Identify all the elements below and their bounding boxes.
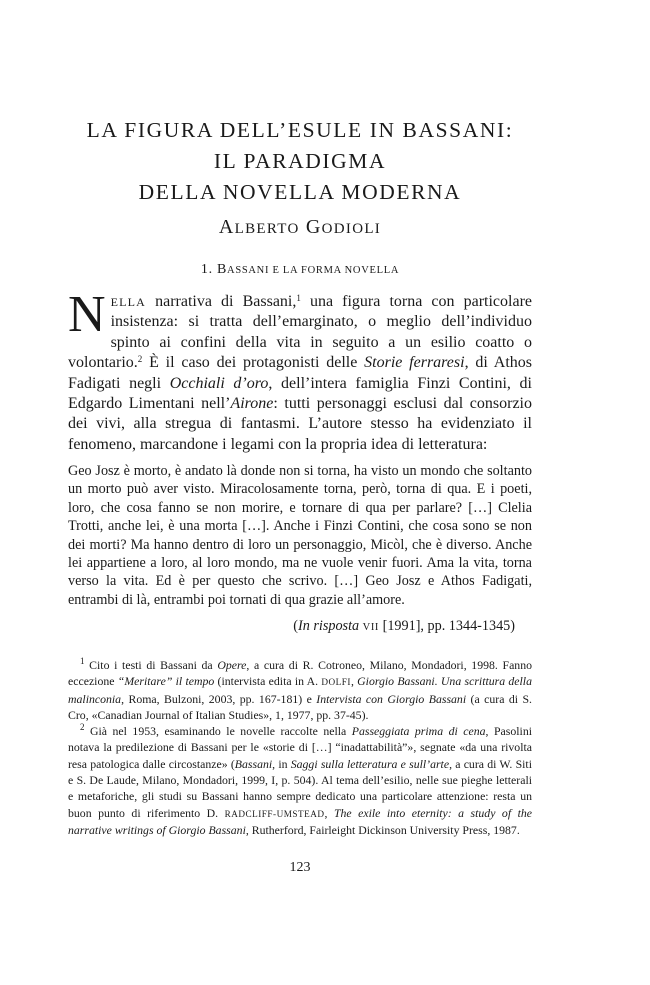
footnote-ref-1[interactable]: 1 [296, 293, 301, 303]
body-paragraph: NELLA narrativa di Bassani,$^1$ una figura torna con particolare insistenza: si tratta dell’emarginato, o meglio dell’individuo spinto ai confini della vita in seguito a un esilio coatto o volontario.$^2$ È il caso dei protagonisti delle Storie ferraresi, di Athos Fadigati negli Occhiali d’oro, dell’intera famiglia Finzi Contini, di Edgardo Limentani nell’Airone: tutti personaggi esclusi dal consorzio dei vivi, alla stregua di fantasmi. L’autore stesso ha evidenziato il fenomeno, marcandone i legami con la propria idea di letteratura: [68, 286, 533, 453]
title-line-1: LA FIGURA DELL’ESULE IN BASSANI: [86, 118, 514, 142]
page-number: 123 [289, 860, 311, 875]
footnotes [68, 657, 532, 838]
footnote-1: $^1$ Cito i testi di Bassani da Opere, a cura di R. Cotroneo, Milano, Mondadori, 1998. Fanno eccezione “Meritare” il tempo (intervista edita in A. DOLFI, Giorgio Bassani. Una scrittura della malinconia, Roma, Bulzoni, 2003, pp. 167-181) e Intervista con Giorgio Bassani (a cura di S. Cro, «Canadian Journal of Italian Studies», 1, 1977, pp. 37-45). [68, 656, 532, 722]
section-heading: 1. BASSANI E LA FORMA NOVELLA [200, 262, 400, 277]
drop-cap: N [68, 286, 106, 343]
author-name: ALBERTO GODIOLI [218, 216, 382, 238]
quote-citation: (In risposta VII [1991], pp. 1344-1345) [293, 618, 515, 634]
footnote-2: $^2$ Già nel 1953, esaminando le novelle raccolte nella Passeggiata prima di cena, Pasolini notava la predilezione di Bassani per le «storie di […] “inadattabilità”», segnate «da una rivolta resa patologica dalle circostanze» (Bassani, in Saggi sulla letteratura e sull’arte, a cura di W. Siti e S. De Laude, Milano, Mondadori, 1999, I, p. 504). Al tema dell’esilio, nelle sue pieghe letterali e metaforiche, gli studi su Bassani hanno sempre dedicato una particolare attenzione: resta un buon punto di riferimento D. RADCLIFF-UMSTEAD, The exile into eternity: a study of the narrative writings of Giorgio Bassani, Rutherford, Fairleight Dickinson University Press, 1987. [68, 722, 532, 837]
title-line-2: IL PARADIGMA [213, 149, 387, 173]
block-quote: Geo Josz è morto, è andato là donde non si torna, ha visto un mondo che soltanto un morto può aver visto. Miracolosamente torna, però, torna di qua. E i poeti, loro, che cosa fanno se non morire, e tornare di qua per parlare? […] Clelia Trotti, anche lei, è una morta […]. Anche i Finzi Contini, che cosa sono se non dei morti? Ma hanno dentro di loro un personaggio, Micòl, che è diverso. Anche lei appartiene a loro, al loro mondo, ma ne vuole venir fuori. Ama la vita, torna verso la vita. Ed è per questo che scrivo. […] Geo Josz e Athos Fadigati, entrambi di là, entrambi poi tornati di qua grazie all’amore. [68, 463, 532, 608]
title-line-3: DELLA NOVELLA MODERNA [138, 180, 462, 204]
article-title [68, 115, 532, 208]
footnote-ref-2[interactable]: 2 [137, 354, 143, 365]
